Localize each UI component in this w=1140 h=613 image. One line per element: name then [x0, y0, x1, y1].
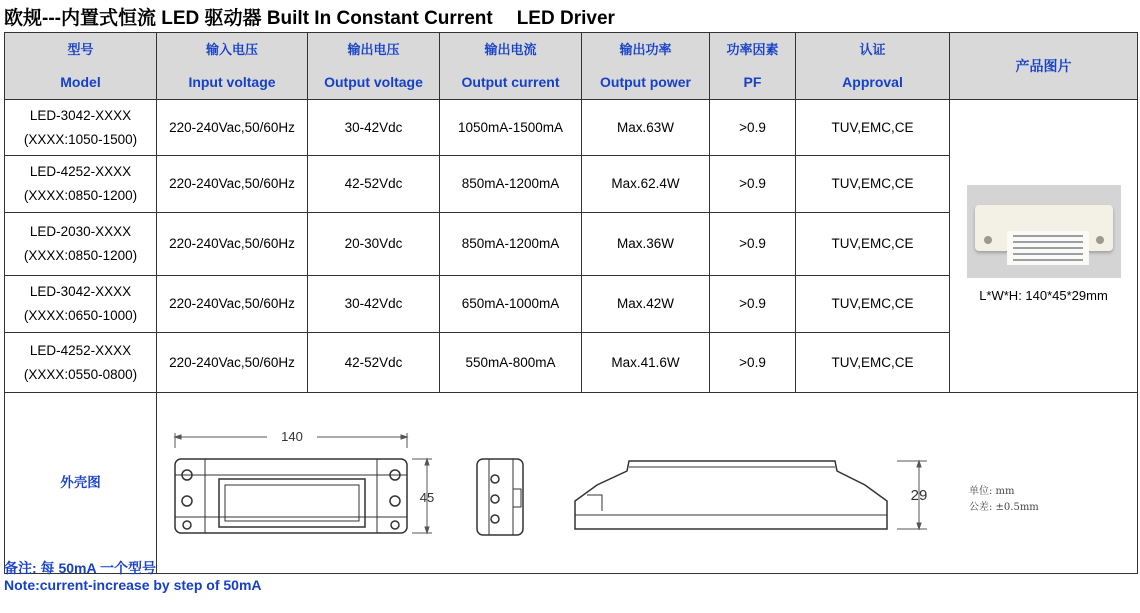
- cell-input: 220-240Vac,50/60Hz: [157, 100, 308, 156]
- cell-input: 220-240Vac,50/60Hz: [157, 276, 308, 333]
- cell-current: 850mA-1200mA: [440, 156, 582, 213]
- cell-input: 220-240Vac,50/60Hz: [157, 333, 308, 393]
- cell-current: 550mA-800mA: [440, 333, 582, 393]
- cell-model: LED-4252-XXXX (XXXX:0550-0800): [5, 333, 157, 393]
- cell-pf: >0.9: [710, 213, 796, 276]
- cell-approval: TUV,EMC,CE: [796, 333, 950, 393]
- height-value: 29: [910, 487, 928, 504]
- cell-approval: TUV,EMC,CE: [796, 276, 950, 333]
- product-image-cell: [950, 100, 1138, 393]
- product-dimensions: L*W*H: 140*45*29mm: [979, 287, 1108, 303]
- outline-drawing: [157, 393, 1137, 573]
- cell-power: Max.41.6W: [582, 333, 710, 393]
- header-pf: 功率因素 PF: [710, 33, 796, 100]
- unit-note: [969, 484, 1039, 516]
- cell-pf: >0.9: [710, 156, 796, 213]
- cell-model: LED-3042-XXXX (XXXX:0650-1000): [5, 276, 157, 333]
- header-row: [5, 33, 1138, 100]
- cell-voltage: 30-42Vdc: [308, 100, 440, 156]
- title-main: 欧规---内置式恒流 LED 驱动器 Built In Constant Current: [4, 8, 493, 29]
- cell-voltage: 20-30Vdc: [308, 213, 440, 276]
- cell-model: LED-3042-XXXX (XXXX:1050-1500): [5, 100, 157, 156]
- cell-current: 850mA-1200mA: [440, 213, 582, 276]
- outline-drawing-cell: [157, 393, 1138, 574]
- cell-power: Max.62.4W: [582, 156, 710, 213]
- cell-model: LED-4252-XXXX (XXXX:0850-1200): [5, 156, 157, 213]
- width-value: 45: [419, 490, 435, 505]
- cell-voltage: 30-42Vdc: [308, 276, 440, 333]
- cell-approval: TUV,EMC,CE: [796, 156, 950, 213]
- spec-table: [4, 32, 1138, 574]
- note-chinese: 备注: 每 50mA 一个型号: [4, 560, 156, 576]
- cell-pf: >0.9: [710, 276, 796, 333]
- cell-input: 220-240Vac,50/60Hz: [157, 213, 308, 276]
- cell-input: 220-240Vac,50/60Hz: [157, 156, 308, 213]
- note-english: Note:current-increase by step of 50mA: [4, 577, 262, 593]
- outline-row: [5, 393, 1138, 574]
- table-row: [5, 100, 1138, 156]
- header-approval: 认证 Approval: [796, 33, 950, 100]
- top-view: [175, 459, 407, 533]
- header-model: 型号 Model: [5, 33, 157, 100]
- product-photo: [967, 185, 1121, 278]
- header-output-power: 输出功率 Output power: [582, 33, 710, 100]
- unit-label: 单位: mm: [969, 486, 1015, 497]
- cell-current: 650mA-1000mA: [440, 276, 582, 333]
- end-view: [477, 459, 523, 535]
- cell-pf: >0.9: [710, 100, 796, 156]
- cell-pf: >0.9: [710, 333, 796, 393]
- page-title: [4, 3, 615, 30]
- title-sub: LED Driver: [516, 8, 615, 29]
- outline-label: 外壳图: [5, 393, 157, 574]
- header-output-voltage: 输出电压 Output voltage: [308, 33, 440, 100]
- length-value: 140: [281, 429, 303, 444]
- technical-drawing: [157, 393, 1135, 556]
- cell-power: Max.63W: [582, 100, 710, 156]
- header-input-voltage: 输入电压 Input voltage: [157, 33, 308, 100]
- header-product-image: 产品图片: [950, 33, 1138, 100]
- cell-voltage: 42-52Vdc: [308, 333, 440, 393]
- tolerance-label: 公差: ±0.5mm: [969, 502, 1039, 513]
- cell-current: 1050mA-1500mA: [440, 100, 582, 156]
- cell-model: LED-2030-XXXX (XXXX:0850-1200): [5, 213, 157, 276]
- cell-approval: TUV,EMC,CE: [796, 100, 950, 156]
- cell-power: Max.42W: [582, 276, 710, 333]
- header-output-current: 输出电流 Output current: [440, 33, 582, 100]
- cell-approval: TUV,EMC,CE: [796, 213, 950, 276]
- profile-view: [575, 461, 887, 529]
- cell-power: Max.36W: [582, 213, 710, 276]
- cell-voltage: 42-52Vdc: [308, 156, 440, 213]
